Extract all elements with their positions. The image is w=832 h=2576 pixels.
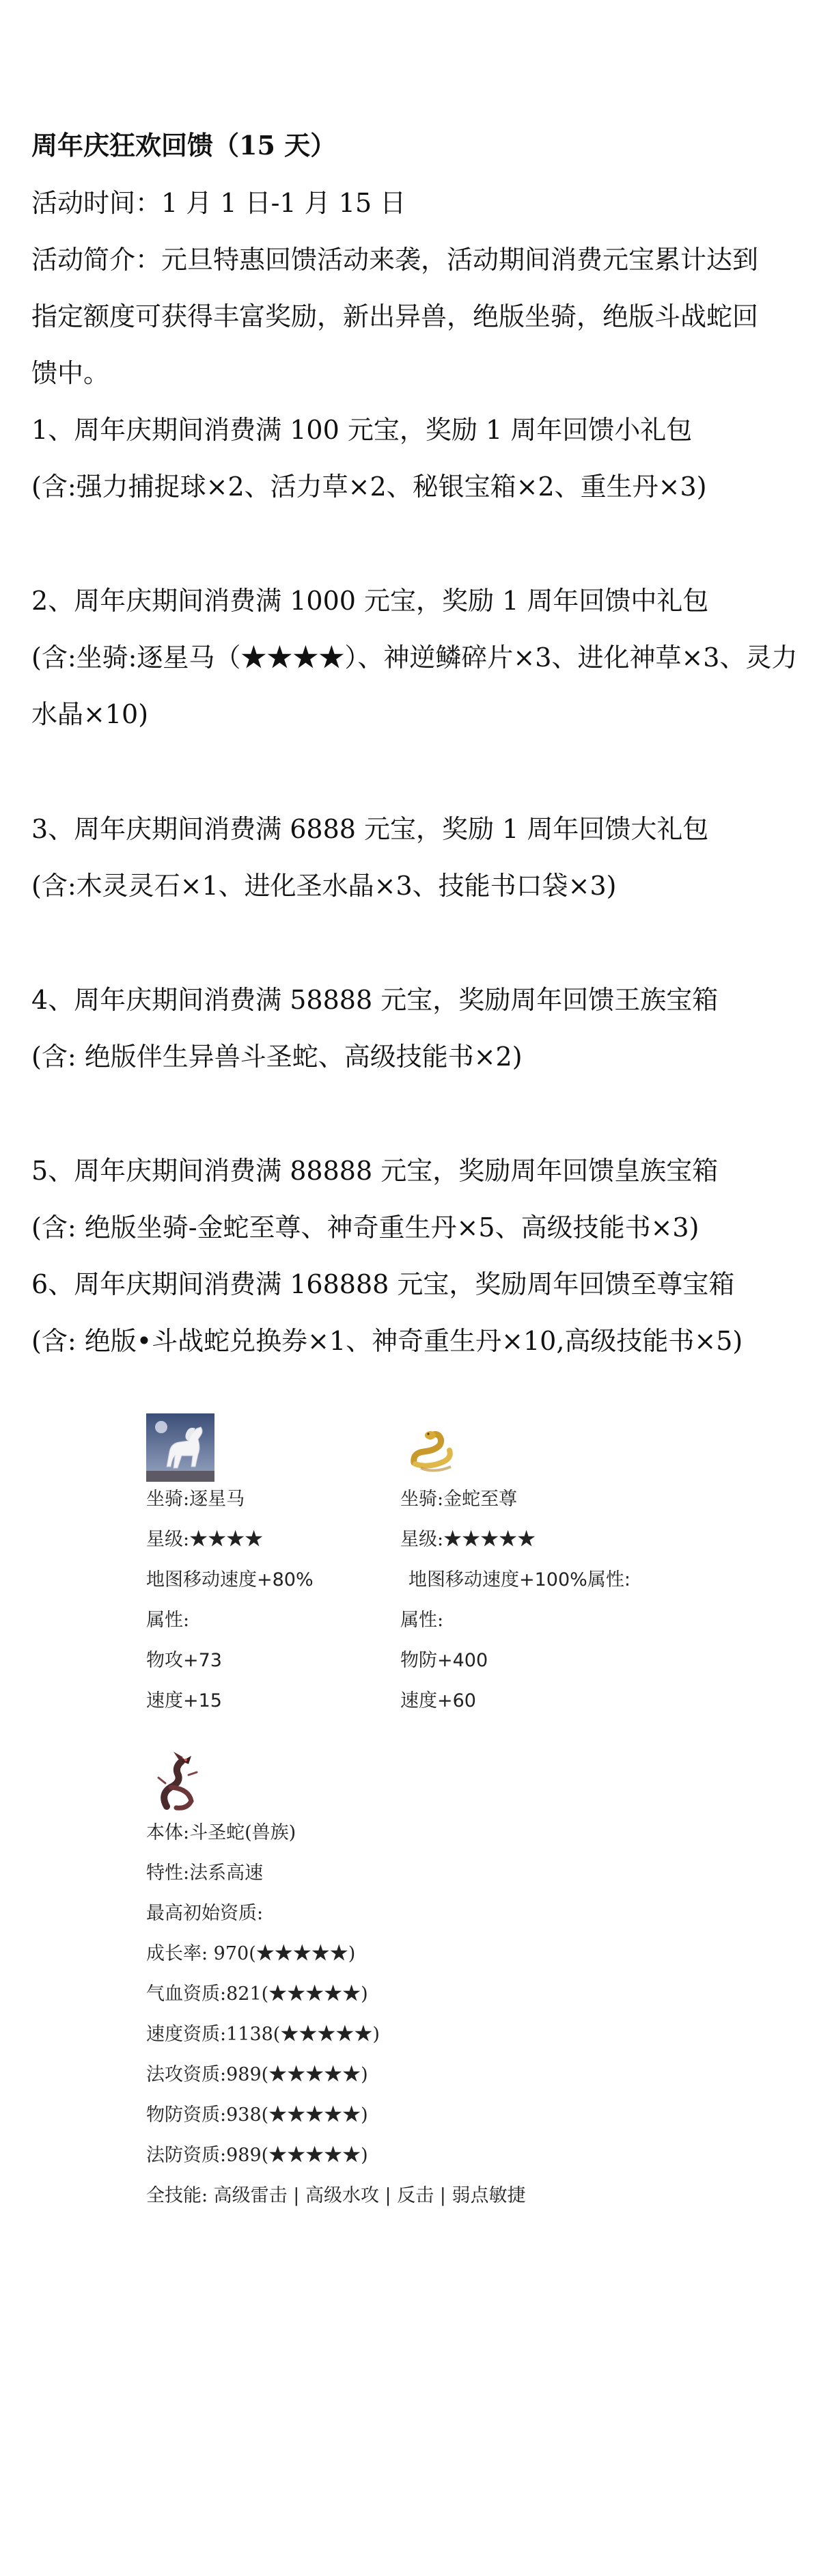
tier-3-contents: (含:木灵灵石×1、进化圣水晶×3、技能书口袋×3) [31,871,617,901]
pet-trait: 特性:法系高速 [146,1862,264,1884]
mount2-stars: 星级:★★★★★ [400,1529,536,1550]
tier-4-contents: (含: 绝版伴生异兽斗圣蛇、高级技能书×2) [31,1042,523,1072]
mount1-stars: 星级:★★★★ [146,1529,264,1550]
mount2-stat2: 速度+60 [400,1690,476,1711]
mount1-stat1: 物攻+73 [146,1650,222,1671]
white-horse-icon [146,1413,214,1482]
pet-matk-aptitude: 法攻资质:989(★★★★★) [146,2064,368,2085]
pet-hp-aptitude: 气血资质:821(★★★★★) [146,1983,368,2005]
event-title: 周年庆狂欢回馈（15 天） [31,130,337,161]
tier-6-contents: (含: 绝版•斗战蛇兑换券×1、神奇重生丹×10,高级技能书×5) [31,1326,743,1356]
pet-growth: 成长率: 970(★★★★★) [146,1943,356,1964]
mount2-attr-label: 属性: [400,1610,444,1631]
tier-4-condition: 4、周年庆期间消费满 58888 元宝，奖励周年回馈王族宝箱 [31,985,719,1015]
tier-2-condition: 2、周年庆期间消费满 1000 元宝，奖励 1 周年回馈中礼包 [31,586,709,616]
pet-speed-aptitude: 速度资质:1138(★★★★★) [146,2024,380,2045]
intro-line: 指定额度可获得丰富奖励，新出异兽，绝版坐骑，绝版斗战蛇回 [31,301,759,331]
mount2-stat1: 物防+400 [400,1650,488,1671]
mount2-name: 坐骑:金蛇至尊 [400,1489,518,1510]
tier-5-condition: 5、周年庆期间消费满 88888 元宝，奖励周年回馈皇族宝箱 [31,1156,719,1186]
pet-mdef-aptitude: 法防资质:989(★★★★★) [146,2145,368,2166]
mount1-name: 坐骑:逐星马 [146,1489,245,1510]
mount2-speed: 地图移动速度+100%属性: [408,1569,630,1590]
tier-6-condition: 6、周年庆期间消费满 168888 元宝，奖励周年回馈至尊宝箱 [31,1269,735,1299]
mount1-stat2: 速度+15 [146,1690,222,1711]
tier-2-contents-cont: 水晶×10) [31,699,149,729]
dark-serpent-dragon-icon [146,1746,214,1815]
tier-1-contents: (含:强力捕捉球×2、活力草×2、秘银宝箱×2、重生丹×3) [31,472,707,502]
mount1-attr-label: 属性: [146,1610,190,1631]
pet-pdef-aptitude: 物防资质:938(★★★★★) [146,2104,368,2126]
tier-1-condition: 1、周年庆期间消费满 100 元宝，奖励 1 周年回馈小礼包 [31,415,693,445]
golden-snake-icon [400,1413,469,1482]
tier-2-contents: (含:坐骑:逐星马（★★★★）、神逆鳞碎片×3、进化神草×3、灵力 [31,642,798,673]
pet-body: 本体:斗圣蛇(兽族) [146,1822,296,1843]
pet-skills: 全技能: 高级雷击 | 高级水攻 | 反击 | 弱点敏捷 [146,2185,526,2206]
event-time: 活动时间：1 月 1 日-1 月 15 日 [31,188,406,218]
pet-max-aptitude-label: 最高初始资质: [146,1903,264,1924]
tier-3-condition: 3、周年庆期间消费满 6888 元宝，奖励 1 周年回馈大礼包 [31,814,709,844]
tier-5-contents: (含: 绝版坐骑-金蛇至尊、神奇重生丹×5、高级技能书×3) [31,1212,699,1243]
intro-line: 活动简介：元旦特惠回馈活动来袭，活动期间消费元宝累计达到 [31,245,759,275]
mount1-speed: 地图移动速度+80% [146,1569,314,1590]
intro-line: 馈中。 [31,358,110,388]
